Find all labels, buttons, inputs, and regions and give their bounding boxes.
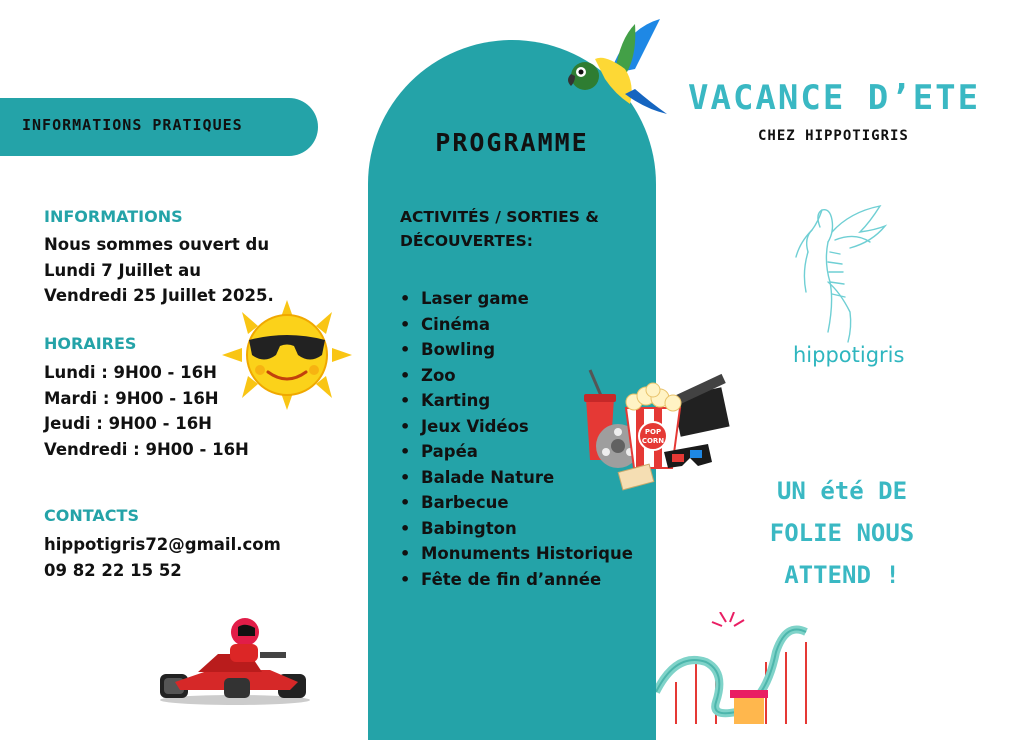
cinema-icon (578, 368, 736, 496)
kart-icon (150, 612, 320, 707)
tagline-line: ATTEND ! (784, 561, 900, 589)
activity-item: • Fête de fin d’année (400, 567, 633, 593)
programme-title: PROGRAMME (435, 128, 589, 157)
logo-text: hippotigris (793, 343, 905, 367)
contacts-details (44, 532, 281, 583)
tagline-line: UN été DE (776, 477, 908, 505)
contact-phone[interactable]: 09 82 22 15 52 (44, 560, 182, 580)
popcorn-label-top: POP (644, 428, 662, 436)
activity-item: • Karting (400, 388, 633, 414)
info-line: Lundi 7 Juillet au (44, 260, 201, 280)
contacts-title: CONTACTS (44, 506, 139, 525)
horaires-list (44, 360, 249, 462)
informations-text (44, 232, 274, 309)
horaire-line: Jeudi : 9H00 - 16H (44, 414, 212, 433)
activity-item: • Bowling (400, 337, 633, 363)
info-line: Nous sommes ouvert du (44, 235, 270, 254)
info-line: Vendredi 25 Juillet 2025. (44, 286, 274, 305)
activity-item: • Laser game (400, 286, 633, 312)
contact-email[interactable]: hippotigris72@gmail.com (44, 535, 281, 554)
informations-title: INFORMATIONS (44, 207, 183, 226)
roller-coaster-icon (656, 612, 816, 724)
subtitle: CHEZ HIPPOTIGRIS (758, 128, 909, 144)
sun-icon (222, 300, 352, 410)
tagline (742, 470, 942, 596)
activity-item: • Monuments Historique (400, 541, 633, 567)
activity-item: • Papéa (400, 439, 633, 465)
pegasus-logo-icon (790, 202, 890, 347)
info-banner-title: INFORMATIONS PRATIQUES (22, 116, 243, 134)
activity-item: • Barbecue (400, 490, 633, 516)
popcorn-label-bottom: CORN (641, 437, 665, 445)
horaires-title: HORAIRES (44, 334, 137, 353)
activity-item: • Babington (400, 516, 633, 542)
activities-heading (400, 205, 630, 253)
parrot-icon (565, 14, 675, 114)
horaire-line: Mardi : 9H00 - 16H (44, 388, 219, 408)
activity-item: • Balade Nature (400, 465, 633, 491)
horaire-line: Vendredi : 9H00 - 16H (44, 439, 249, 459)
main-title: VACANCE D’ETE (688, 78, 981, 118)
heading-line: DÉCOUVERTES: (400, 232, 533, 250)
activity-item: • Cinéma (400, 312, 633, 338)
horaire-line: Lundi : 9H00 - 16H (44, 363, 217, 382)
activity-item: • Jeux Vidéos (400, 414, 633, 440)
activity-item: • Zoo (400, 363, 633, 389)
heading-line: ACTIVITÉS / SORTIES & (400, 208, 599, 226)
tagline-line: FOLIE NOUS (769, 519, 915, 547)
